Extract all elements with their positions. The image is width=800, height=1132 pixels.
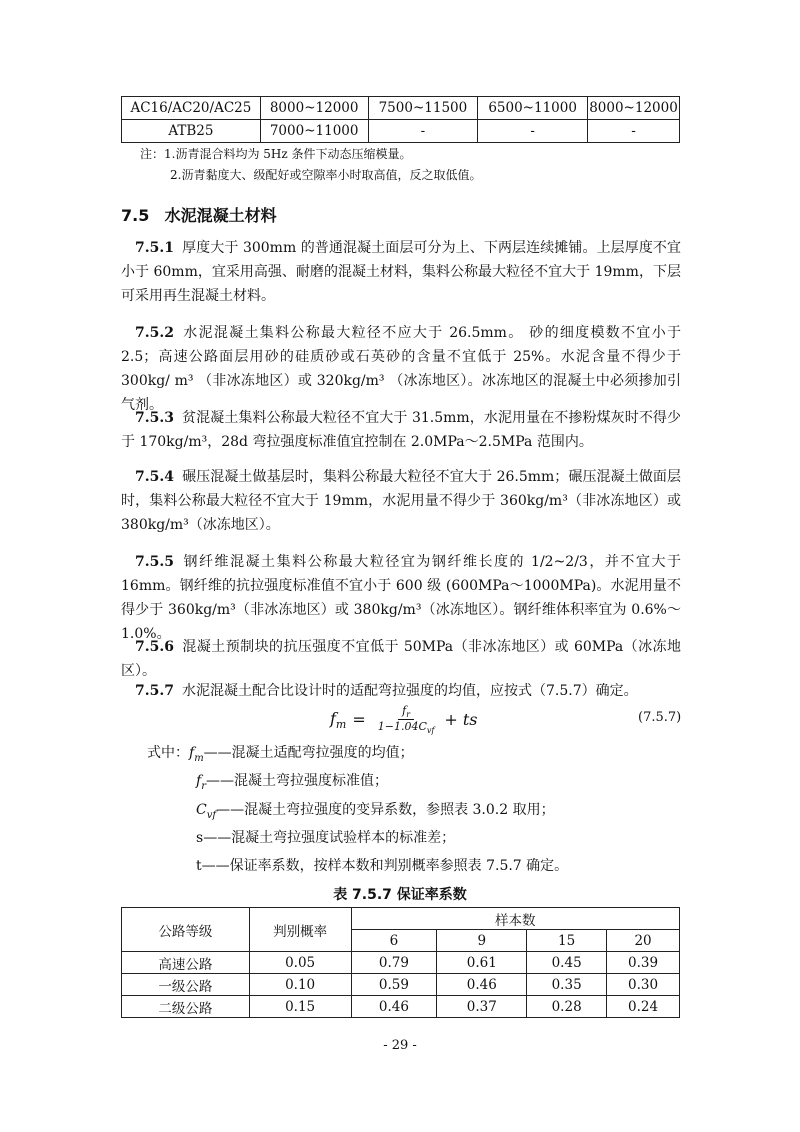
- where-item-fm: 式中：$f_m——$混凝土适配弯拉强度的均值；: [147, 745, 414, 764]
- clause-number: 7.5.1: [135, 240, 174, 256]
- header-sample-size: 9: [437, 930, 527, 952]
- table-header-row: [122, 908, 680, 930]
- table-row: [122, 952, 680, 974]
- where-item-fr: $f_r——$混凝土弯拉强度标准值；: [196, 773, 388, 792]
- header-samples: 样本数: [351, 908, 679, 930]
- clause-text: 贫混凝土集料公称最大粒径不宜大于 31.5mm，水泥用量在不掺粉煤灰时不得少于 170kg/m³，28d 弯拉强度标准值宜控制在 2.0MPa～2.5MPa 范围内。: [121, 410, 681, 450]
- section-title: 水泥混凝土材料: [164, 206, 277, 225]
- table-cell: 0.24: [607, 996, 680, 1018]
- clause-number: 7.5.7: [135, 683, 174, 699]
- table-cell: 0.59: [351, 974, 437, 996]
- where-intro: 式中：: [147, 745, 189, 761]
- table-row: [122, 120, 680, 143]
- clause-number: 7.5.6: [135, 639, 174, 655]
- table-cell: -: [478, 120, 588, 143]
- where-desc: ——混凝土弯拉强度试验样本的标准差；: [203, 830, 456, 846]
- where-item-s: s——混凝土弯拉强度试验样本的标准差；: [196, 830, 456, 846]
- table-cell: ATB25: [122, 120, 261, 143]
- clause-text: 厚度大于 300mm 的普通混凝土面层可分为上、下两层连续摊铺。上层厚度不宜小于 60mm，宜采用高强、耐磨的混凝土材料，集料公称最大粒径不宜大于 19mm，下层可采用再生混凝土材料。: [121, 240, 681, 304]
- where-desc: ——混凝土弯拉强度的变异系数，参照表 3.0.2 取用；: [216, 802, 555, 818]
- table-cell: 一级公路: [122, 974, 250, 996]
- header-sample-size: 20: [607, 930, 680, 952]
- table-cell: 7500~11500: [368, 97, 478, 120]
- table-cell: 0.10: [249, 974, 351, 996]
- section-number: 7.5: [121, 206, 150, 225]
- clause-text: 碾压混凝土做基层时，集料公称最大粒径不宜大于 26.5mm；碾压混凝土做面层时，集料公称最大粒径不宜大于 19mm，水泥用量不得少于 360kg/m³（非冰冻地区）或 380kg/m³（冰冻地区）。: [121, 469, 681, 533]
- table-cell: 0.61: [437, 952, 527, 974]
- table-cell: 0.46: [351, 996, 437, 1018]
- table-cell: 高速公路: [122, 952, 250, 974]
- modulus-table: [121, 96, 680, 143]
- formula-denominator: $1-1.04C_{vf}$: [377, 720, 435, 736]
- table-cell: 0.45: [527, 952, 607, 974]
- table-row: [122, 97, 680, 120]
- table-cell: 0.46: [437, 974, 527, 996]
- clause-7-5-2: [121, 321, 681, 417]
- clause-7-5-1: [121, 236, 681, 308]
- section-heading: [121, 203, 277, 226]
- clause-number: 7.5.4: [135, 469, 174, 485]
- table-cell: 0.28: [527, 996, 607, 1018]
- where-desc: ——混凝土弯拉强度标准值；: [205, 773, 388, 789]
- clause-7-5-4: [121, 465, 681, 537]
- where-item-t: t——保证率系数，按样本数和判别概率参照表 7.5.7 确定。: [196, 858, 569, 874]
- clause-7-5-3: [121, 406, 681, 454]
- formula-fraction: [376, 704, 437, 735]
- clause-text: 水泥混凝土集料公称最大粒径不应大于 26.5mm。 砂的细度模数不宜小于 2.5；高速公路面层用砂的硅质砂或石英砂的含量不宜低于 25%。水泥含量不得少于 300kg/ m³ （非冰冻地区）或 320kg/m³ （冰冻地区）。冰冻地区的混凝土中必须掺加引气剂。: [121, 325, 681, 413]
- table-cell: 8000~12000: [588, 97, 680, 120]
- clause-text: 钢纤维混凝土集料公称最大粒径宜为钢纤维长度的 1/2~2/3，并不宜大于 16mm。钢纤维的抗拉强度标准值不宜小于 600 级 (600MPa～1000MPa)。水泥用量不得少于 360kg/m³（非冰冻地区）或 380kg/m³（冰冻地区）。钢纤维体积率宜为 0.6%～1.0%。: [121, 554, 681, 642]
- header-prob: 判别概率: [249, 908, 351, 952]
- formula-equals: =: [352, 710, 366, 730]
- table-caption: 表 7.5.7 保证率系数: [333, 887, 467, 903]
- where-desc: ——保证率系数，按样本数和判别概率参照表 7.5.7 确定。: [201, 858, 569, 874]
- table-cell: -: [588, 120, 680, 143]
- table-cell: 0.79: [351, 952, 437, 974]
- clause-7-5-7: [121, 679, 681, 703]
- table-cell: 0.30: [607, 974, 680, 996]
- clause-number: 7.5.2: [135, 325, 174, 341]
- table-cell: 0.39: [607, 952, 680, 974]
- table-cell: AC16/AC20/AC25: [122, 97, 261, 120]
- where-item-cvf: $C_{vf}——$混凝土弯拉强度的变异系数，参照表 3.0.2 取用；: [196, 802, 555, 821]
- table-cell: 二级公路: [122, 996, 250, 1018]
- header-sample-size: 6: [351, 930, 437, 952]
- table-row: [122, 996, 680, 1018]
- clause-number: 7.5.3: [135, 410, 174, 426]
- clause-text: 混凝土预制块的抗压强度不宜低于 50MPa（非冰冻地区）或 60MPa（冰冻地区）。: [121, 639, 681, 679]
- table-cell: -: [368, 120, 478, 143]
- clause-text: 水泥混凝土配合比设计时的适配弯拉强度的均值，应按式（7.5.7）确定。: [181, 683, 638, 699]
- formula-numerator: $f_r$: [398, 704, 414, 720]
- table-cell: 0.37: [437, 996, 527, 1018]
- table-cell: 0.05: [249, 952, 351, 974]
- clause-7-5-5: [121, 550, 681, 646]
- table-cell: 0.15: [249, 996, 351, 1018]
- table-row: [122, 974, 680, 996]
- table-cell: 0.35: [527, 974, 607, 996]
- table-note-1: 注：1.沥青混合料均为 5Hz 条件下动态压缩模量。: [140, 147, 412, 161]
- table-note-2: 2.沥青黏度大、级配好或空隙率小时取高值，反之取低值。: [170, 168, 482, 182]
- guarantee-coefficient-table: [121, 907, 680, 1018]
- table-cell: 8000~12000: [260, 97, 368, 120]
- clause-number: 7.5.5: [135, 554, 174, 570]
- formula-tail: + ts: [444, 710, 478, 730]
- table-cell: 7000~11000: [260, 120, 368, 143]
- table-cell: 6500~11000: [478, 97, 588, 120]
- formula: [330, 704, 478, 735]
- page-number: - 29 -: [383, 1038, 417, 1053]
- clause-7-5-6: [121, 635, 681, 683]
- formula-lhs: $f_m$: [330, 708, 347, 731]
- where-desc: ——混凝土适配弯拉强度的均值；: [203, 745, 414, 761]
- header-sample-size: 15: [527, 930, 607, 952]
- equation-number: (7.5.7): [638, 710, 682, 725]
- header-grade: 公路等级: [122, 908, 250, 952]
